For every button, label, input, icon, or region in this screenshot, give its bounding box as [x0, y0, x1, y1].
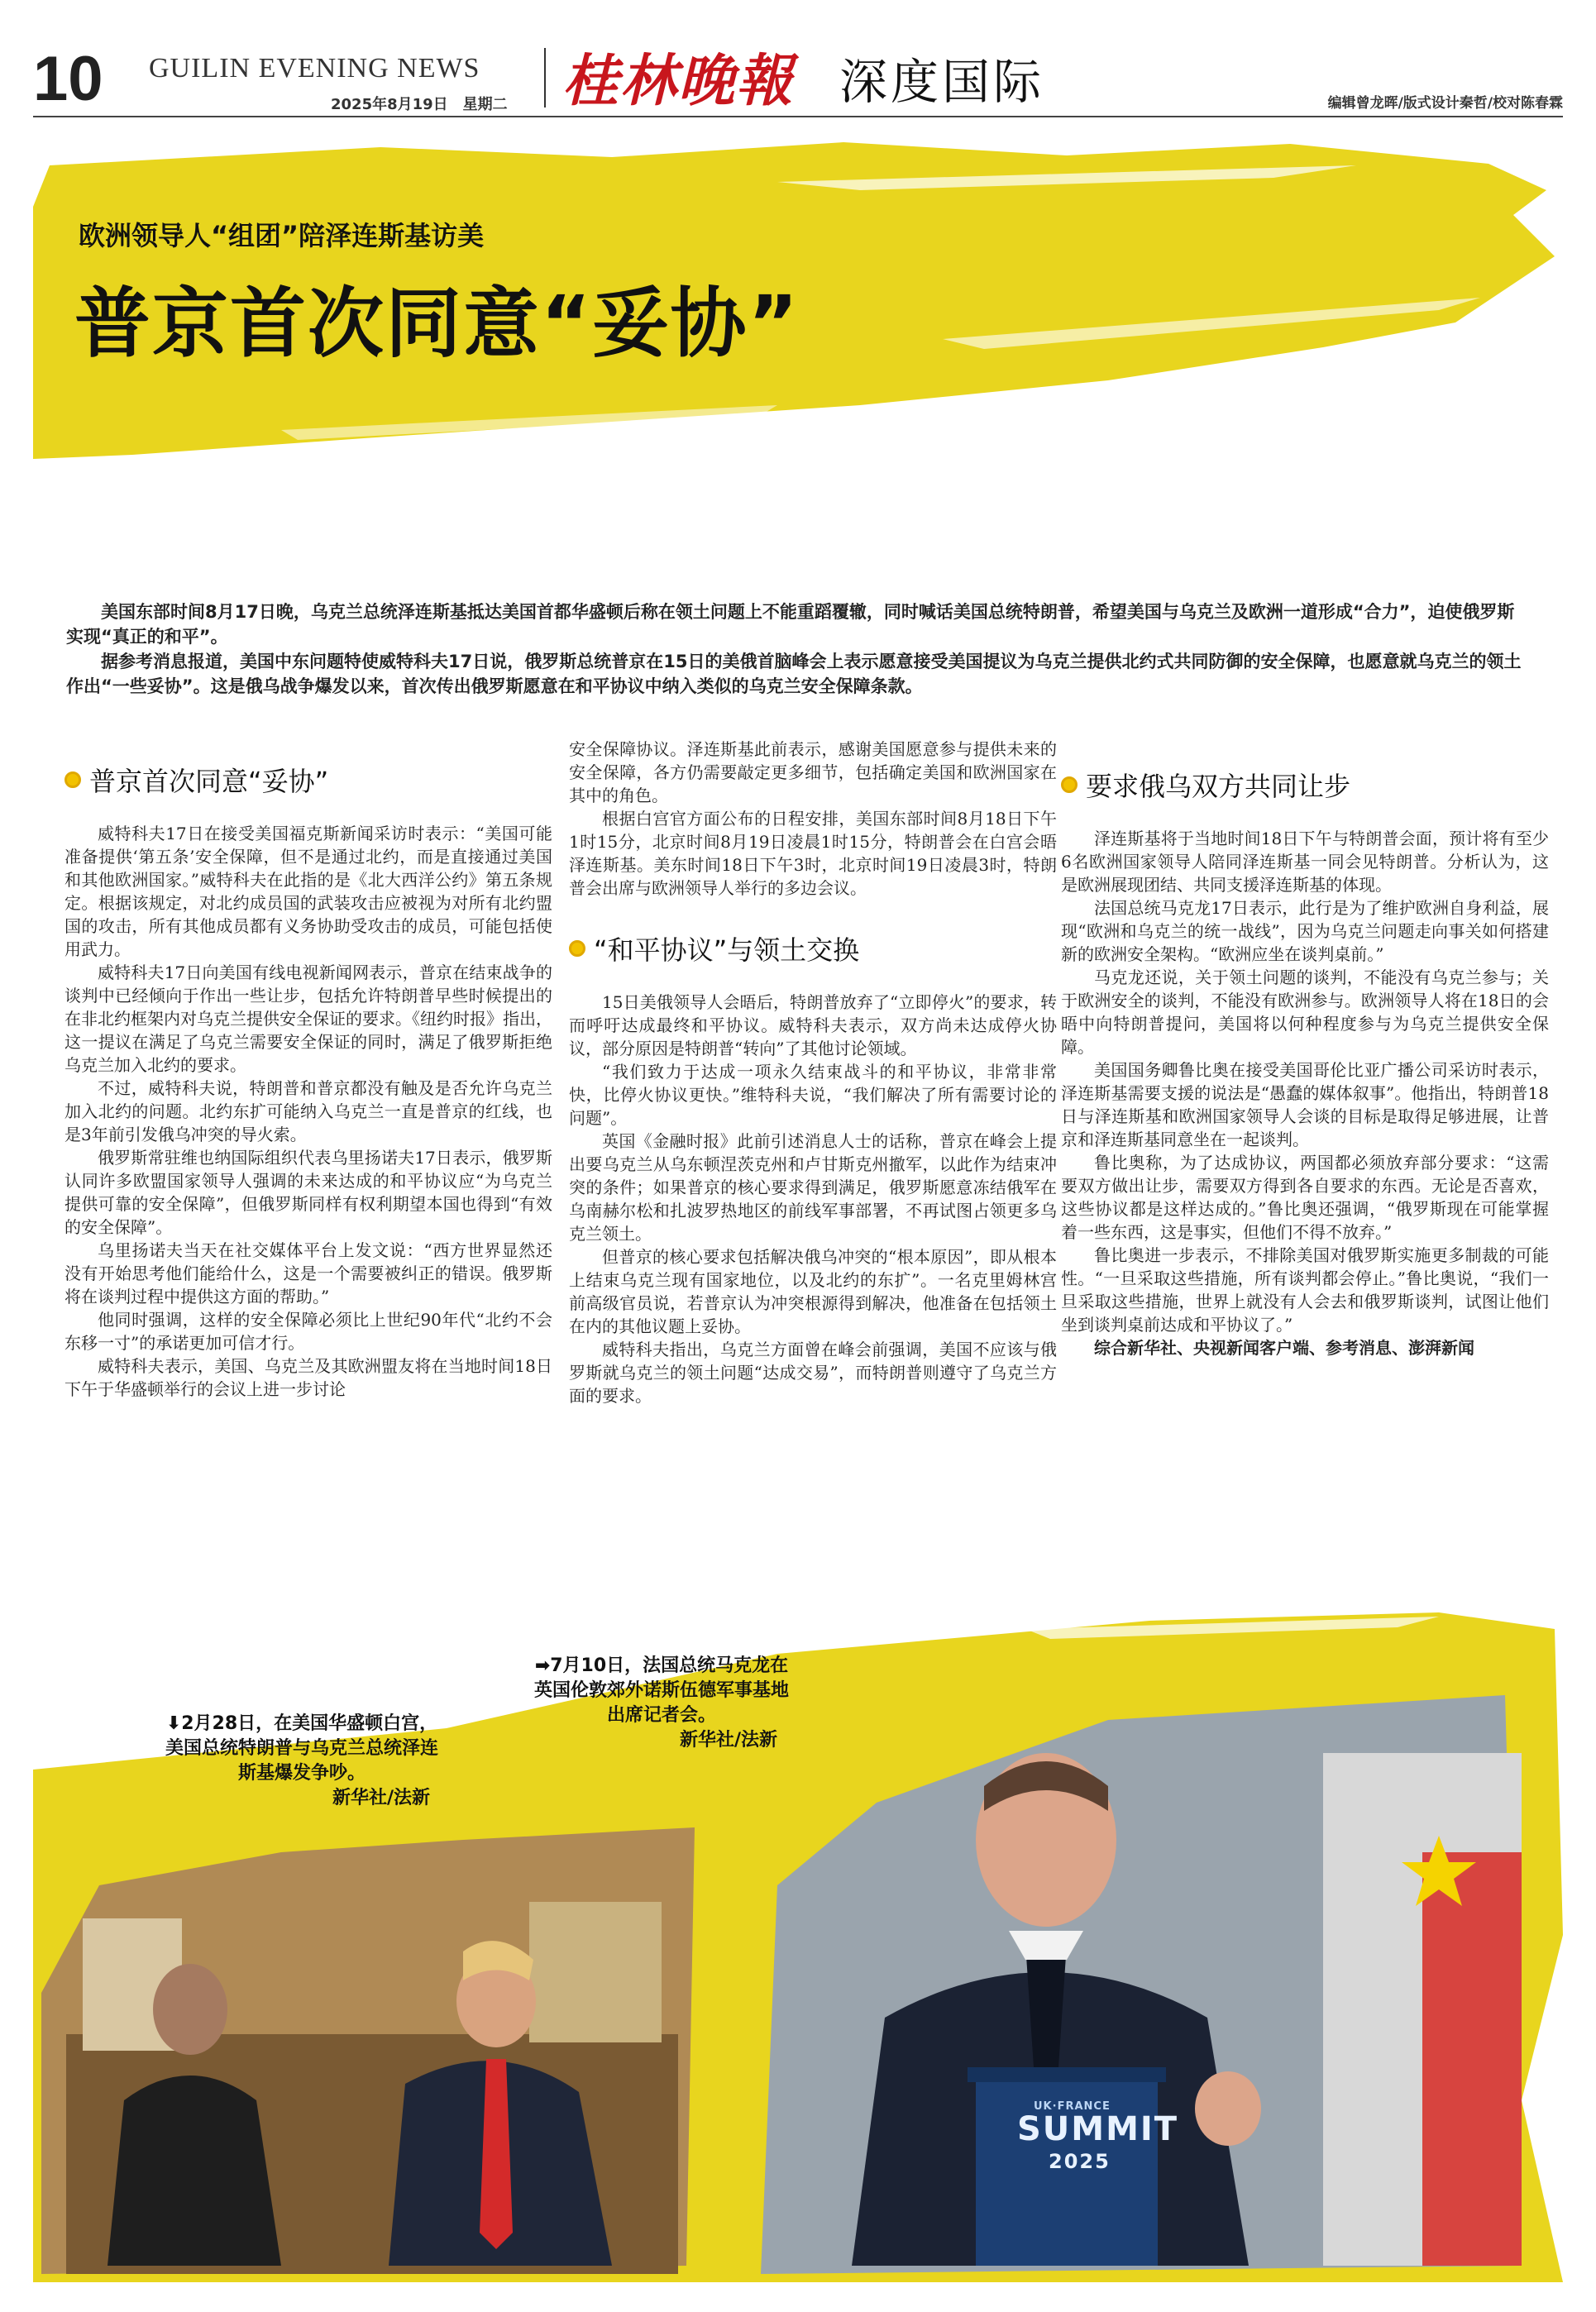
body-paragraph: 泽连斯基将于当地时间18日下午与特朗普会面，预计将有至少6名欧洲国家领导人陪同泽连斯基一同会见特朗普。分析认为，这是欧洲展现团结、共同支援泽连斯基的体现。: [1061, 829, 1549, 895]
masthead-divider: [544, 48, 546, 107]
body-paragraph: 美国国务卿鲁比奥在接受美国哥伦比亚广播公司采访时表示，泽连斯基需要支援的说法是“愚蠢的媒体叙事”。他指出，特朗普18日与泽连斯基和欧洲国家领导人会谈的目标是取得足够进展，让普京和泽连斯基同意坐在一起谈判。: [1061, 1060, 1549, 1149]
lead-text: 据参考消息报道，美国中东问题特使威特科夫17日说，俄罗斯总统普京在15日的美俄首脑峰会上表示愿意接受美国提议为乌克兰提供北约式共同防御的安全保障，也愿意就乌克兰的领土作出“一些妥协”。这是俄乌战争爆发以来，首次传出俄罗斯愿意在和平协议中纳入类似的乌克兰安全保障条款。: [66, 652, 1522, 696]
photo-caption-right: [529, 1654, 794, 1753]
body-paragraph: “我们致力于达成一项永久结束战斗的和平协议，非常非常快，比停火协议更快。”维特科夫说，“我们解决了所有需要讨论的问题”。: [569, 1062, 1057, 1128]
body-paragraph: 鲁比奥称，为了达成协议，两国都必须放弃部分要求：“这需要双方做出让步，需要双方得到各自要求的东西。无论是否喜欢，这些协议都是这样达成的。”鲁比奥还强调，“俄罗斯现在可能掌握着一些东西，这是事实，但他们不得不放弃。”: [1061, 1153, 1549, 1242]
subheading-text: “和平协议”与领土交换: [594, 934, 860, 966]
body-paragraph: 乌里扬诺夫当天在社交媒体平台上发文说：“西方世界显然还没有开始思考他们能给什么，这是一个需要被纠正的错误。俄罗斯将在谈判过程中提供这方面的帮助。”: [65, 1240, 552, 1306]
body-paragraph: 威特科夫17日在接受美国福克斯新闻采访时表示：“美国可能准备提供‘第五条’安全保障，但不是通过北约，而是直接通过美国和其他欧洲国家。”威特科夫在此指的是《北大西洋公约》第五条规定。根据该规定，对北约成员国的武装攻击应被视为对所有北约盟国的攻击，所有其他成员都有义务协助受攻击的成员，可能包括使用武力。: [65, 824, 552, 959]
news-photos: [33, 1604, 1563, 2282]
subheading: [1061, 766, 1549, 804]
masthead: [33, 36, 1563, 115]
subheading: [569, 929, 1057, 967]
headline-title: 普京首次同意“妥协”: [74, 279, 800, 368]
headline-banner: [33, 132, 1563, 463]
body-paragraph: 但普京的核心要求包括解决俄乌冲突的“根本原因”，即从根本上结束乌克兰现有国家地位，以及北约的东扩”。一名克里姆林宫前高级官员说，若普京认为冲突根源得到解决，他准备在包括领土在内的其他议题上妥协。: [569, 1247, 1057, 1336]
article-column-3: [1061, 736, 1549, 1359]
body-paragraph: 鲁比奥进一步表示，不排除美国对俄罗斯实施更多制裁的可能性。“一旦采取这些措施，所有谈判都会停止。”鲁比奥说，“我们一旦采取这些措施，世界上就没有人会去和俄罗斯谈判，试图让他们坐到谈判桌前达成和平协议了。”: [1061, 1245, 1549, 1335]
caption-text: ➡7月10日，法国总统马克龙在英国伦敦郊外诺斯伍德军事基地出席记者会。: [533, 1655, 789, 1726]
podium-sign-line2: SUMMIT: [1017, 2110, 1179, 2148]
body-paragraph: 不过，威特科夫说，特朗普和普京都没有触及是否允许乌克兰加入北约的问题。北约东扩可能纳入乌克兰一直是普京的红线，也是3年前引发俄乌冲突的导火索。: [65, 1078, 552, 1144]
article-column-2: [569, 738, 1057, 1407]
editor-credits: 编辑曾龙晖/版式设计秦哲/校对陈春霖: [1327, 95, 1563, 112]
podium-sign-line3: 2025: [1049, 2150, 1111, 2173]
bullet-dot-icon: [1061, 776, 1078, 793]
bullet-dot-icon: [569, 940, 585, 957]
photo-section: [33, 1604, 1563, 2282]
bullet-dot-icon: [65, 771, 81, 788]
body-paragraph: 威特科夫表示，美国、乌克兰及其欧洲盟友将在当地时间18日下午于华盛顿举行的会议上进一步讨论: [65, 1356, 552, 1399]
headline-kicker: 欧洲领导人“组团”陪泽连斯基访美: [79, 220, 485, 251]
caption-credit: 新华社/法新: [332, 1788, 430, 1808]
body-paragraph: 威特科夫指出，乌克兰方面曾在峰会前强调，美国不应该与俄罗斯就乌克兰的领土问题“达成交易”，而特朗普则遵守了乌克兰方面的要求。: [569, 1340, 1057, 1406]
lead-text: 美国东部时间8月17日晚，乌克兰总统泽连斯基抵达美国首都华盛顿后称在领土问题上不能重蹈覆辙，同时喊话美国总统特朗普，希望美国与乌克兰及欧洲一道形成“合力”，迫使俄罗斯实现“真正的和平”。: [66, 602, 1515, 647]
subheading-text: 要求俄乌双方共同让步: [1086, 771, 1351, 802]
body-paragraph: 俄罗斯常驻维也纳国际组织代表乌里扬诺夫17日表示，俄罗斯认同许多欧盟国家领导人强调的未来达成的和平协议应“为乌克兰提供可靠的安全保障”，但俄罗斯同样有权利期望本国也得到“有效的安全保障”。: [65, 1148, 552, 1237]
body-paragraph: 英国《金融时报》此前引述消息人士的话称，普京在峰会上提出要乌克兰从乌东顿涅茨克州和卢甘斯克州撤军，以此作为结束冲突的条件；如果普京的核心要求得到满足，俄罗斯愿意冻结俄军在乌南赫尔松和扎波罗热地区的前线军事部署，不再试图占领更多乌克兰领土。: [569, 1131, 1057, 1244]
subheading-text: 普京首次同意“妥协”: [89, 766, 329, 797]
subheading: [65, 761, 552, 799]
body-paragraph: 根据白宫官方面公布的日程安排，美国东部时间8月18日下午1时15分，北京时间8月19日凌晨1时15分，特朗普会在白宫会晤泽连斯基。美东时间18日下午3时，北京时间19日凌晨3时，特朗普会出席与欧洲领导人举行的多边会议。: [569, 809, 1057, 898]
body-paragraph: 15日美俄领导人会晤后，特朗普放弃了“立即停火”的要求，转而呼吁达成最终和平协议。威特科夫表示，双方尚未达成停火协议，部分原因是特朗普“转向”了其他讨论领域。: [569, 992, 1057, 1058]
article-column-1: [65, 736, 552, 1401]
body-paragraph: 法国总统马克龙17日表示，此行是为了维护欧洲自身利益，展现“欧洲和乌克兰的统一战线”，因为乌克兰问题走向事关如何搭建新的欧洲安全架构。“欧洲应坐在谈判桌前。”: [1061, 898, 1549, 964]
section-title: 深度国际: [839, 54, 1045, 110]
photo-caption-left: [157, 1712, 447, 1811]
source-credit: 综合新华社、央视新闻客户端、参考消息、澎湃新闻: [1094, 1338, 1474, 1358]
photo-oval-office: [41, 1827, 695, 2274]
body-paragraph: 他同时强调，这样的安全保障必须比上世纪90年代“北约不会东移一寸”的承诺更加可信才行。: [65, 1310, 552, 1353]
masthead-rule: [33, 116, 1563, 117]
caption-credit: 新华社/法新: [679, 1730, 777, 1751]
publication-name-en: GUILIN EVENING NEWS: [149, 53, 480, 84]
body-paragraph: 马克龙还说，关于领土问题的谈判，不能没有乌克兰参与；关于欧洲安全的谈判，不能没有欧洲参与。欧洲领导人将在18日的会晤中向特朗普提问，美国将以何种程度参与为乌克兰提供安全保障。: [1061, 967, 1549, 1057]
body-paragraph: 安全保障协议。泽连斯基此前表示，感谢美国愿意参与提供未来的安全保障，各方仍需要敲定更多细节，包括确定美国和欧洲国家在其中的角色。: [569, 739, 1057, 805]
podium-sign-line1: UK·FRANCE: [1034, 2100, 1111, 2113]
lead-paragraph: [66, 599, 1530, 699]
newspaper-logo: 桂林晚報: [562, 48, 795, 114]
body-paragraph: 威特科夫17日向美国有线电视新闻网表示，普京在结束战争的谈判中已经倾向于作出一些让步，包括允许特朗普早些时候提出的在非北约框架内对乌克兰提供安全保证的要求。《纽约时报》指出，这一提议在满足了乌克兰需要安全保证的同时，满足了俄罗斯拒绝乌克兰加入北约的要求。: [65, 963, 552, 1075]
issue-date: 2025年8月19日 星期二: [331, 96, 508, 113]
caption-text: ⬇2月28日，在美国华盛顿白宫，美国总统特朗普与乌克兰总统泽连斯基爆发争吵。: [165, 1713, 438, 1784]
page-number: 10: [33, 44, 103, 114]
